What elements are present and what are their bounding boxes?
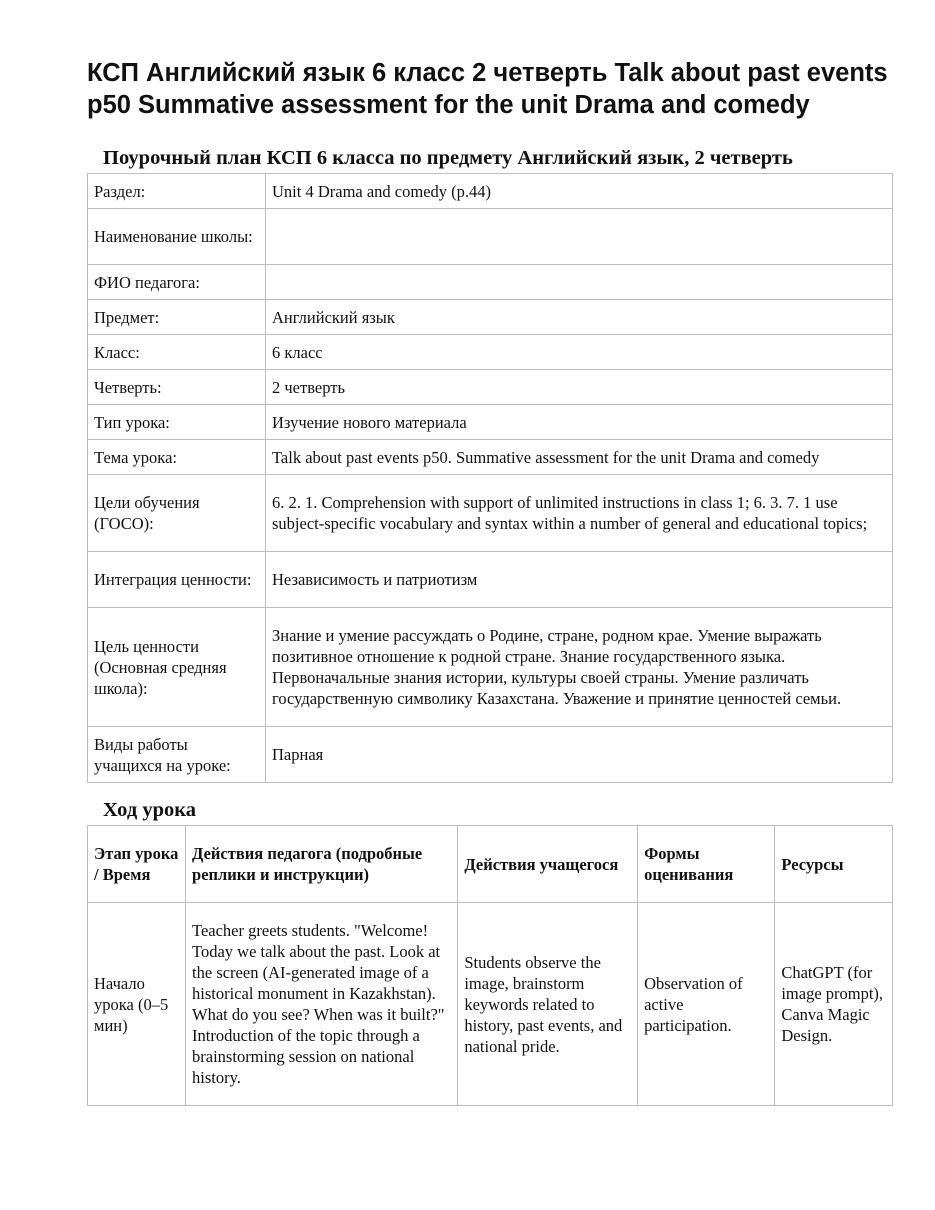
info-value bbox=[266, 265, 893, 300]
column-header-teacher: Действия педагога (подробные реплики и инструкции) bbox=[186, 826, 458, 903]
info-label: Тип урока: bbox=[88, 405, 266, 440]
document-page bbox=[87, 58, 893, 1106]
info-row-lesson-topic bbox=[88, 440, 893, 475]
info-label: Цель ценности (Основная средняя школа): bbox=[88, 608, 266, 727]
info-label: Наименование школы: bbox=[88, 209, 266, 265]
info-row-teacher bbox=[88, 265, 893, 300]
info-value: 6. 2. 1. Comprehension with support of unlimited instructions in class 1; 6. 3. 7. 1 use subject-specific vocabulary and syntax within a number of general and educational topics; bbox=[266, 475, 893, 552]
info-row-school bbox=[88, 209, 893, 265]
info-label: Тема урока: bbox=[88, 440, 266, 475]
cell-teacher-actions: Teacher greets students. "Welcome! Today we talk about the past. Look at the screen (AI-generated image of a historical monument in Kazakhstan). What do you see? When was it built?" Introduction of the topic through a brainstorming session on national history. bbox=[186, 903, 458, 1106]
info-value: Независимость и патриотизм bbox=[266, 552, 893, 608]
info-row-value-goal bbox=[88, 608, 893, 727]
column-header-resources: Ресурсы bbox=[775, 826, 893, 903]
info-row-value-integration bbox=[88, 552, 893, 608]
info-value: Unit 4 Drama and comedy (p.44) bbox=[266, 174, 893, 209]
info-row-learning-goals bbox=[88, 475, 893, 552]
info-label: Класс: bbox=[88, 335, 266, 370]
info-row-lesson-type bbox=[88, 405, 893, 440]
info-value: 6 класс bbox=[266, 335, 893, 370]
info-row-work-types bbox=[88, 727, 893, 783]
cell-student-actions: Students observe the image, brainstorm keywords related to history, past events, and national pride. bbox=[458, 903, 638, 1106]
info-row-quarter bbox=[88, 370, 893, 405]
info-value: Парная bbox=[266, 727, 893, 783]
document-title: КСП Английский язык 6 класс 2 четверть Talk about past events p50 Summative assessment for the unit Drama and comedy bbox=[87, 59, 888, 119]
info-label: Раздел: bbox=[88, 174, 266, 209]
info-label: Четверть: bbox=[88, 370, 266, 405]
cell-assessment: Observation of active participation. bbox=[638, 903, 775, 1106]
column-header-students: Действия учащегося bbox=[458, 826, 638, 903]
info-value: Английский язык bbox=[266, 300, 893, 335]
steps-header-row bbox=[88, 826, 893, 903]
lesson-steps-table bbox=[87, 825, 893, 1106]
lesson-heading: Ход урока bbox=[103, 799, 196, 821]
cell-resources: ChatGPT (for image prompt), Canva Magic Design. bbox=[775, 903, 893, 1106]
info-label: Предмет: bbox=[88, 300, 266, 335]
lesson-info-table bbox=[87, 173, 893, 783]
info-row-grade bbox=[88, 335, 893, 370]
info-value: Изучение нового материала bbox=[266, 405, 893, 440]
info-value: 2 четверть bbox=[266, 370, 893, 405]
info-label: Цели обучения (ГОСО): bbox=[88, 475, 266, 552]
info-value: Знание и умение рассуждать о Родине, стране, родном крае. Умение выражать позитивное отношение к родной стране. Знание государственного языка. Первоначальные знания истории, культуры своей страны. Умение различать государственную символику Казахстана. Уважение и принятие ценностей семьи. bbox=[266, 608, 893, 727]
info-label: Интеграция ценности: bbox=[88, 552, 266, 608]
cell-stage: Начало урока (0–5 мин) bbox=[88, 903, 186, 1106]
column-header-stage: Этап урока / Время bbox=[88, 826, 186, 903]
table-row bbox=[88, 903, 893, 1106]
info-row-section bbox=[88, 174, 893, 209]
info-row-subject bbox=[88, 300, 893, 335]
info-value: Talk about past events p50. Summative assessment for the unit Drama and comedy bbox=[266, 440, 893, 475]
info-label: Виды работы учащихся на уроке: bbox=[88, 727, 266, 783]
info-label: ФИО педагога: bbox=[88, 265, 266, 300]
info-value bbox=[266, 209, 893, 265]
plan-heading: Поурочный план КСП 6 класса по предмету Английский язык, 2 четверть bbox=[103, 147, 793, 169]
column-header-assessment: Формы оценивания bbox=[638, 826, 775, 903]
